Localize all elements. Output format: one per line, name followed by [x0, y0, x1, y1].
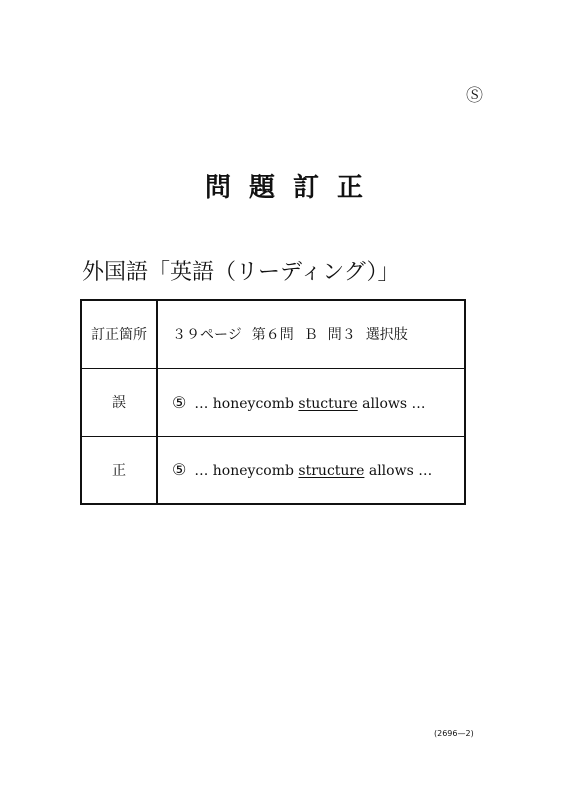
location-choice: 選択肢 [365, 327, 408, 344]
wrong-underlined: stucture [298, 395, 358, 412]
location-page: ３９ページ [172, 327, 242, 344]
location-question: 第６問 [251, 327, 294, 344]
wrong-label: 誤 [81, 368, 157, 436]
page-code: (2696—2) [434, 729, 474, 738]
title-char: 題 [248, 173, 275, 203]
corner-mark: Ⓢ [466, 86, 483, 106]
location-section: Ｂ [303, 327, 318, 344]
location-label: 訂正箇所 [81, 300, 157, 368]
wrong-text [157, 368, 465, 436]
subject-heading: 外国語「英語（リーディング）」 [82, 260, 400, 285]
location-item: 問３ [327, 327, 356, 344]
location-row [81, 300, 465, 368]
title-char: 問 [204, 173, 231, 203]
wrong-after: allows … [357, 395, 426, 412]
wrong-marker: ⑤ [172, 392, 187, 412]
correction-table [80, 299, 466, 505]
correct-row [81, 436, 465, 504]
correct-marker: ⑤ [172, 460, 187, 480]
correct-label: 正 [81, 436, 157, 504]
location-value [157, 300, 465, 368]
wrong-before: … honeycomb [194, 395, 299, 412]
correct-underlined: structure [298, 463, 365, 480]
correct-before: … honeycomb [194, 463, 299, 480]
correct-text [157, 436, 465, 504]
page-title [0, 167, 568, 204]
correct-after: allows … [364, 463, 433, 480]
wrong-row [81, 368, 465, 436]
title-char: 訂 [293, 173, 320, 203]
title-char: 正 [337, 173, 364, 203]
